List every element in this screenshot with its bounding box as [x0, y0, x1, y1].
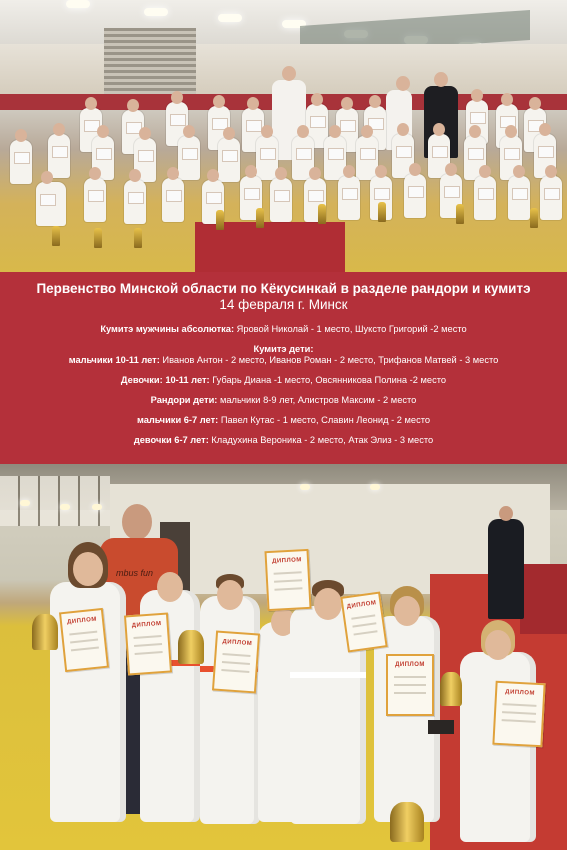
ceiling-light [60, 504, 70, 510]
athlete-figure [218, 138, 240, 182]
winners-photo-bottom [0, 464, 567, 850]
result-line: девочки 6-7 лет: Кладухина Вероника - 2 место, Атак Элиз - 3 место [133, 435, 434, 445]
hall-window [0, 476, 110, 526]
trophy-icon [216, 210, 224, 230]
trophy-icon [456, 204, 464, 224]
judges-table [520, 564, 567, 634]
athlete-figure [178, 136, 200, 180]
diploma-certificate: ДИПЛОМ [386, 654, 434, 716]
athletes-group [0, 80, 567, 260]
athlete-figure [84, 178, 106, 222]
trophy-icon [318, 204, 326, 224]
diploma-certificate: ДИПЛОМ [340, 591, 387, 652]
athlete-figure [200, 596, 260, 824]
athlete-figure [540, 176, 562, 220]
ceiling-light [300, 484, 310, 490]
athlete-figure [338, 176, 360, 220]
ceiling-light [144, 8, 168, 16]
trophy-icon [256, 208, 264, 228]
athlete-figure [48, 134, 70, 178]
diploma-certificate: ДИПЛОМ [59, 608, 109, 672]
athlete-figure [270, 178, 292, 222]
diploma-certificate: ДИПЛОМ [264, 549, 311, 611]
result-line: Рандори дети: мальчики 8-9 лет, Алистров Максим - 2 место [150, 395, 417, 405]
trophy-icon [390, 802, 424, 842]
athlete-figure [10, 140, 32, 184]
diploma-certificate: ДИПЛОМ [212, 631, 260, 694]
result-line: мальчики 10-11 лет: Иванов Антон - 2 место, Иванов Роман - 2 место, Трифанов Матвей - 3 место [68, 355, 499, 365]
results-caption [0, 272, 567, 464]
trophy-icon [134, 228, 142, 248]
official-figure [488, 519, 524, 619]
athlete-figure [36, 182, 66, 226]
group-photo-top [0, 0, 567, 272]
trophy-icon [178, 630, 204, 664]
result-line: Кумитэ дети: [253, 344, 314, 354]
trophy-icon [32, 614, 58, 650]
tshirt-print: mbus fun [116, 568, 154, 578]
result-line: Кумитэ мужчины абсолютка: Яровой Николай - 1 место, Шуксто Григорий -2 место [100, 324, 467, 334]
ceiling-light [20, 500, 30, 506]
event-title: Первенство Минской области по Кёкусинкай в разделе рандори и кумитэ [36, 281, 531, 296]
trophy-icon [530, 208, 538, 228]
diploma-certificate: ДИПЛОМ [492, 681, 545, 748]
result-line: мальчики 6-7 лет: Павел Кутас - 1 место, Славин Леонид - 2 место [136, 415, 431, 425]
trophy-base [428, 720, 454, 734]
athlete-figure [162, 178, 184, 222]
diploma-certificate: ДИПЛОМ [124, 613, 172, 676]
results-list [0, 324, 567, 446]
athlete-figure [404, 174, 426, 218]
athlete-figure [124, 180, 146, 224]
result-line: Девочки: 10-11 лет: Губарь Диана -1 место, Овсянникова Полина -2 место [120, 375, 447, 385]
event-date: 14 февраля г. Минск [219, 297, 348, 312]
trophy-icon [52, 226, 60, 246]
athlete-figure [508, 176, 530, 220]
ceiling-light [370, 484, 380, 490]
trophy-icon [378, 202, 386, 222]
trophy-icon [440, 672, 462, 706]
ceiling-light [218, 14, 242, 22]
athlete-figure [474, 176, 496, 220]
ceiling-light [66, 0, 90, 8]
trophy-icon [94, 228, 102, 248]
